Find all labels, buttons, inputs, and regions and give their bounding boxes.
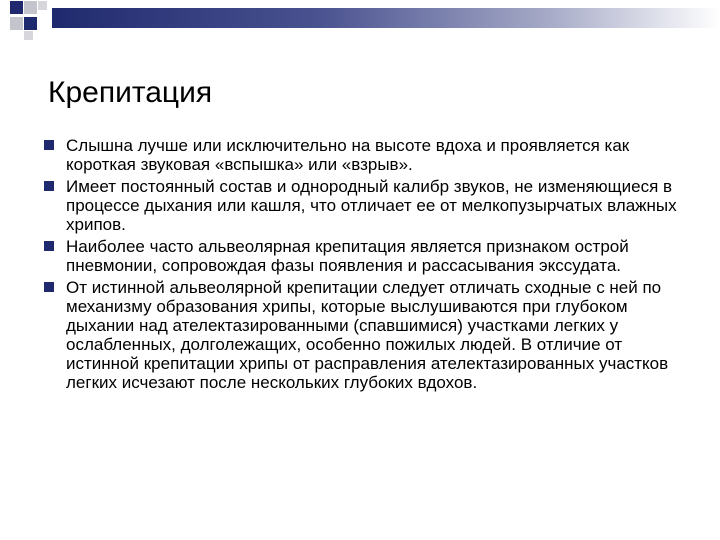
bullet-text: От истинной альвеолярной крепитации следует отличать сходные с ней по механизму образования хрипы, которые выслушиваются при глубоком дыхании над ателектазированными (спавшимися) участками легких у ослабленных, долголежащих, особенно пожилых людей. В отличие от истинной крепитации хрипы от расправления ателектазированных участков легких исчезают после нескольких глубоких вдохов. bbox=[66, 278, 669, 392]
bullet-item bbox=[40, 278, 690, 392]
square-bullet-icon bbox=[44, 282, 54, 292]
square-bullet-icon bbox=[44, 181, 54, 191]
bullet-item bbox=[40, 136, 690, 174]
decorative-square-gray bbox=[38, 1, 47, 10]
square-bullet-icon bbox=[44, 241, 54, 251]
bullet-item bbox=[40, 237, 690, 275]
decorative-square-gray bbox=[24, 31, 33, 40]
bullet-text: Наиболее часто альвеолярная крепитация является признаком острой пневмонии, сопровождая фазы появления и рассасывания экссудата. bbox=[66, 237, 629, 275]
slide-title: Крепитация bbox=[48, 76, 213, 109]
square-bullet-icon bbox=[44, 140, 54, 150]
decorative-square-navy bbox=[10, 1, 23, 14]
bullet-text: Имеет постоянный состав и однородный калибр звуков, не изменяющиеся в процессе дыхания или кашля, что отличает ее от мелкопузырчатых влажных хрипов. bbox=[66, 177, 677, 234]
bullet-list bbox=[40, 136, 690, 395]
header-gradient-band bbox=[52, 8, 720, 28]
bullet-item bbox=[40, 177, 690, 234]
bullet-text: Слышна лучше или исключительно на высоте вдоха и проявляется как короткая звуковая «вспышка» или «взрыв». bbox=[66, 136, 630, 174]
decorative-square-navy bbox=[24, 17, 37, 30]
decorative-square-gray bbox=[10, 17, 23, 30]
decorative-square-gray bbox=[24, 1, 37, 14]
